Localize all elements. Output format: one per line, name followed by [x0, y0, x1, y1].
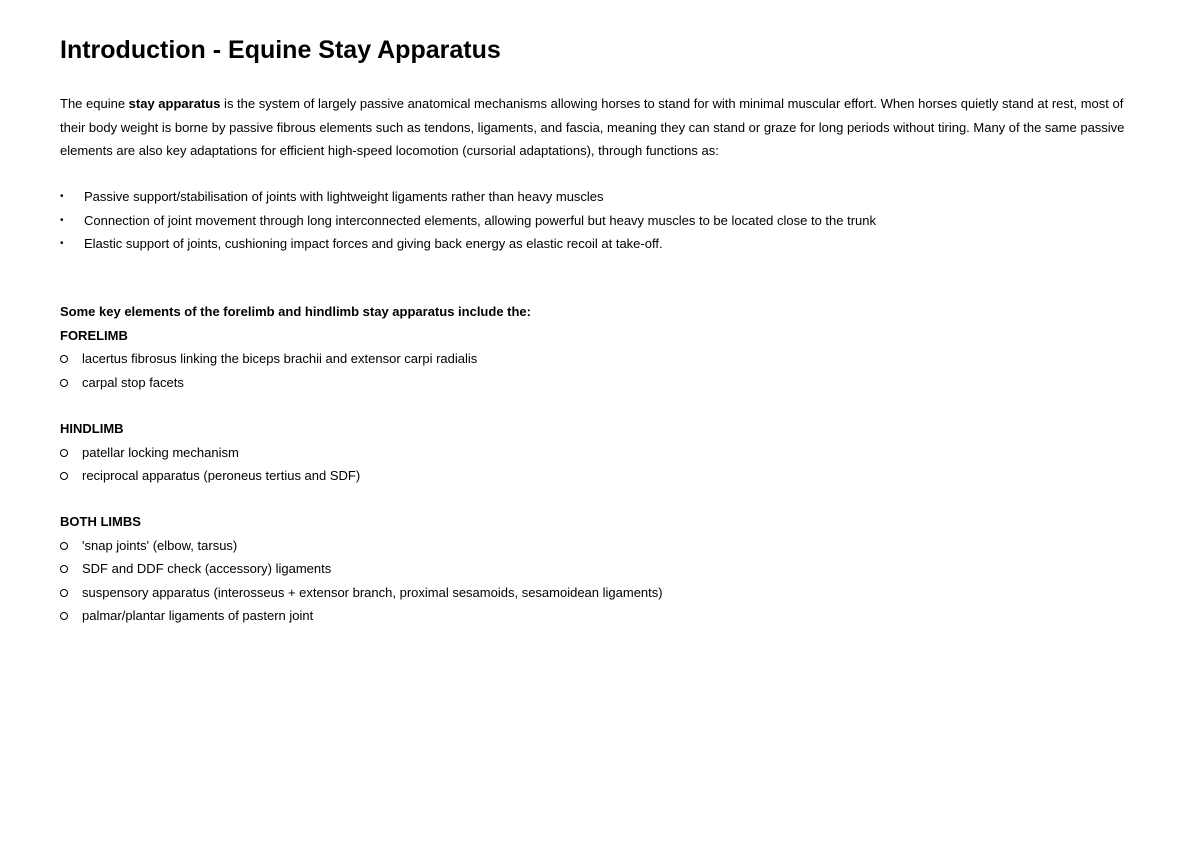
list-item [60, 604, 663, 628]
intro-term: stay apparatus [128, 96, 221, 111]
list-item-text: Connection of joint movement through long interconnected elements, allowing powerful but heavy muscles to be located close to the trunk [84, 212, 877, 228]
circle-bullet-icon [60, 612, 68, 620]
list-item-text: patellar locking mechanism [82, 444, 239, 460]
list-item-text: SDF and DDF check (accessory) ligaments [82, 561, 332, 576]
list-item [60, 232, 876, 256]
list-item [60, 185, 876, 209]
list-item [60, 209, 876, 233]
list-item-text: palmar/plantar ligaments of pastern joint [82, 608, 314, 623]
forelimb-section [60, 300, 531, 394]
intro-prefix: The equine [60, 96, 129, 111]
hindlimb-section [60, 417, 360, 488]
function-list [60, 185, 876, 256]
hindlimb-heading: HINDLIMB [60, 421, 124, 436]
intro-paragraph [60, 92, 1140, 163]
bullet-icon: • [60, 238, 64, 249]
both-limbs-heading: BOTH LIMBS [60, 514, 141, 529]
list-item-text: Elastic support of joints, cushioning impact forces and giving back energy as elastic recoil at take-off. [84, 236, 663, 251]
circle-bullet-icon [60, 589, 68, 597]
list-item-text: reciprocal apparatus (peroneus tertius and SDF) [82, 468, 361, 483]
circle-bullet-icon [60, 449, 68, 457]
circle-bullet-icon [60, 355, 68, 363]
list-item-text: lacertus fibrosus linking the biceps brachii and extensor carpi radialis [82, 351, 478, 366]
list-item [60, 347, 531, 371]
circle-bullet-icon [60, 379, 68, 387]
list-item [60, 557, 663, 581]
list-item-text: suspensory apparatus (interosseus + extensor branch, proximal sesamoids, sesamoidean ligaments) [82, 584, 663, 600]
forelimb-heading: FORELIMB [60, 327, 128, 343]
elements-lead: Some key elements of the forelimb and hindlimb stay apparatus include the: [60, 304, 531, 319]
list-item [60, 371, 531, 395]
intro-rest: is the system of largely passive anatomical mechanisms allowing horses to stand for with minimal muscular effort. When horses quietly stand at rest, most of their body weight is borne by passive fibrous elements such as tendons, ligaments, and fascia, meaning they can stand or graze for long periods without tiring. Many of the same passive elements are also key adaptations for efficient high-speed locomotion (cursorial adaptations), through functions as: [60, 96, 1125, 158]
both-limbs-section [60, 510, 663, 628]
circle-bullet-icon [60, 472, 68, 480]
both-limbs-list [60, 534, 663, 628]
hindlimb-list [60, 441, 360, 488]
list-item [60, 441, 360, 465]
list-item [60, 534, 663, 558]
bullet-icon: • [60, 191, 64, 202]
list-item [60, 581, 663, 605]
list-item-text: Passive support/stabilisation of joints with lightweight ligaments rather than heavy muscles [84, 189, 604, 204]
bullet-icon: • [60, 214, 64, 226]
list-item-text: carpal stop facets [82, 374, 184, 390]
circle-bullet-icon [60, 565, 68, 573]
circle-bullet-icon [60, 542, 68, 550]
list-item [60, 464, 360, 488]
page-title: Introduction - Equine Stay Apparatus [60, 36, 501, 64]
forelimb-list [60, 347, 531, 394]
list-item-text: 'snap joints' (elbow, tarsus) [82, 537, 238, 553]
